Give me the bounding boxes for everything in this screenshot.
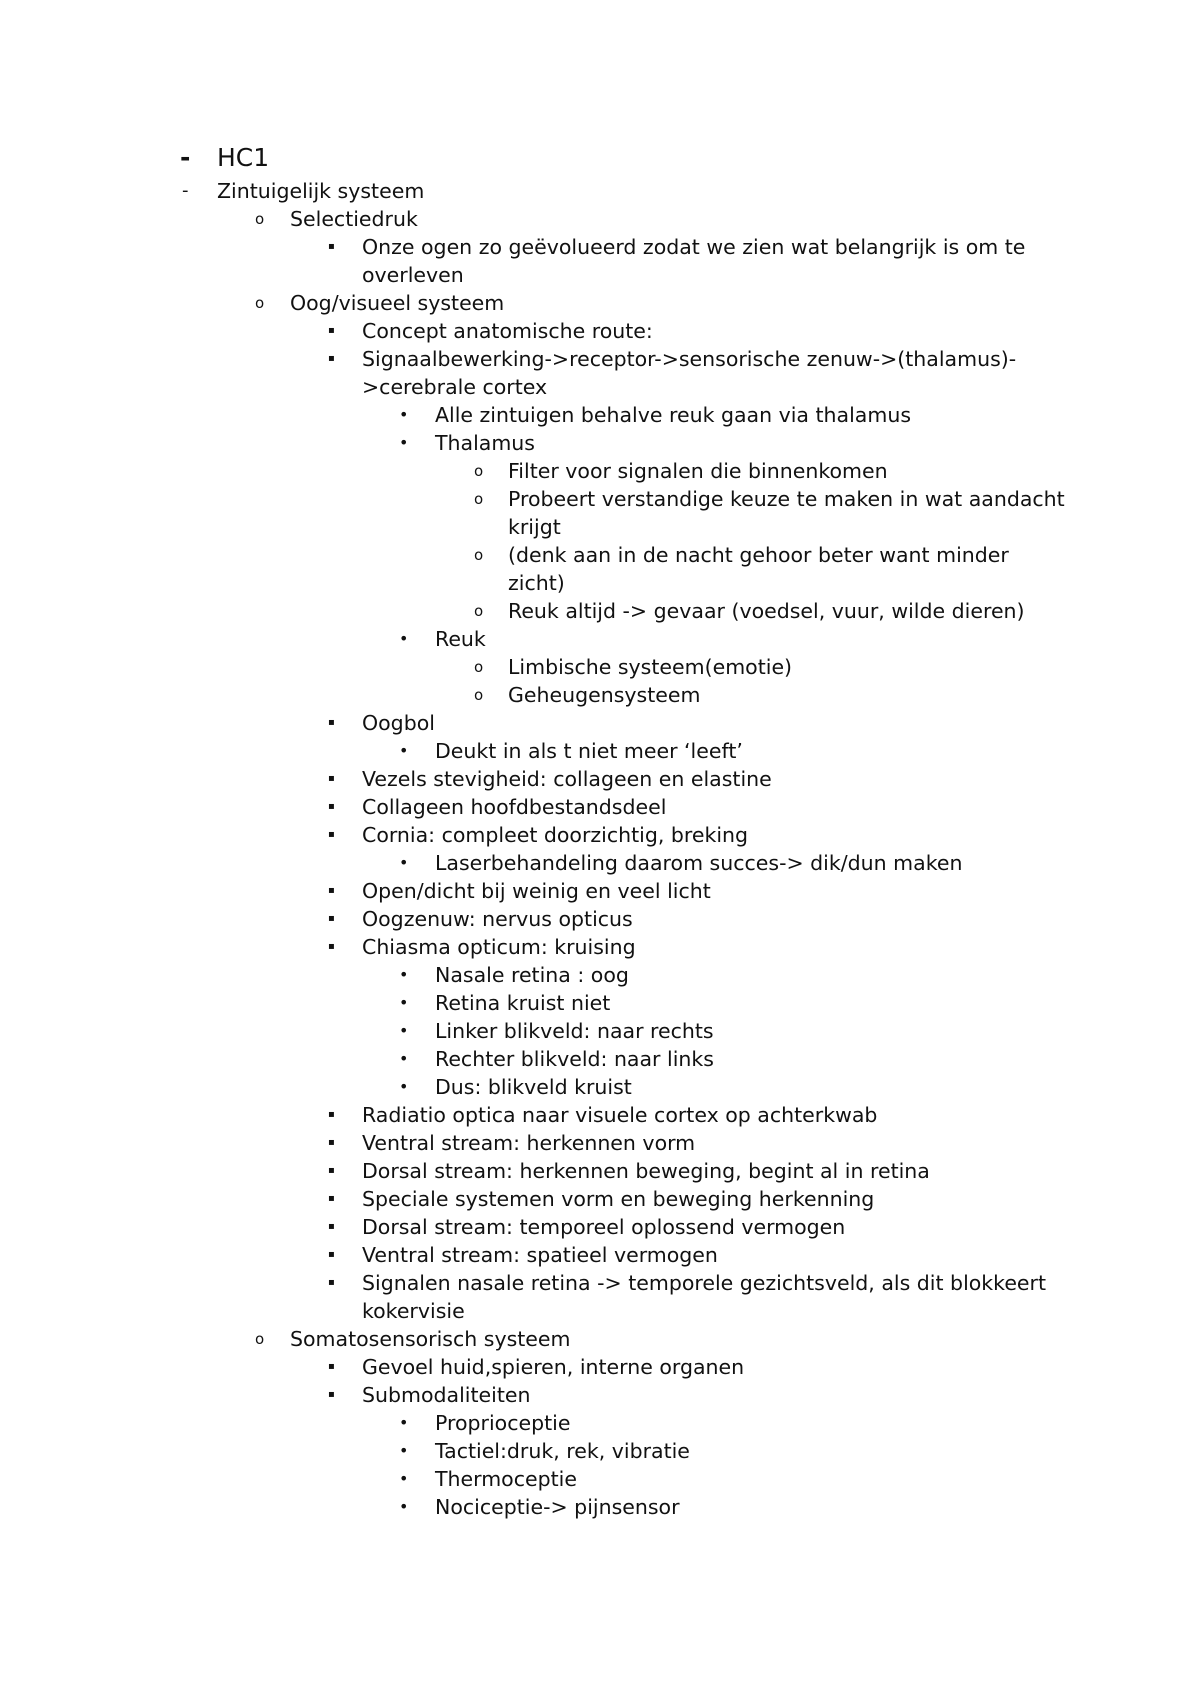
list-marker: • (399, 965, 409, 984)
list-marker: ▪ (328, 325, 335, 336)
list-item-text: Tactiel:druk, rek, vibratie (435, 1439, 690, 1463)
list-marker: ▪ (328, 801, 335, 812)
list-item (0, 289, 1200, 317)
list-item (0, 681, 1200, 709)
list-marker: o (474, 658, 484, 676)
list-marker: • (399, 1469, 409, 1488)
list-item-text: Cornia: compleet doorzichtig, breking (362, 823, 749, 847)
list-marker: ▪ (328, 353, 335, 364)
list-marker: ▪ (328, 941, 335, 952)
list-item (0, 345, 1200, 401)
list-item-text: Collageen hoofdbestandsdeel (362, 795, 667, 819)
list-item (0, 1409, 1200, 1437)
list-item (0, 233, 1200, 289)
list-item (0, 1157, 1200, 1185)
list-item (0, 541, 1200, 597)
list-marker: o (255, 1330, 265, 1348)
list-marker: o (474, 602, 484, 620)
list-item-text: Reuk (435, 627, 486, 651)
list-item (0, 1045, 1200, 1073)
list-marker: ▪ (328, 1109, 335, 1120)
list-item (0, 709, 1200, 737)
list-item-text: Retina kruist niet (435, 991, 611, 1015)
list-item (0, 1213, 1200, 1241)
list-item-text: Dorsal stream: herkennen beweging, begint al in retina (362, 1159, 930, 1183)
list-item-text: Oog/visueel systeem (290, 291, 505, 315)
list-marker: • (399, 1413, 409, 1432)
list-marker: • (399, 629, 409, 648)
list-item-text: Somatosensorisch systeem (290, 1327, 571, 1351)
list-marker: ▪ (328, 1361, 335, 1372)
list-item (0, 1185, 1200, 1213)
list-item (0, 485, 1200, 541)
list-marker: ▪ (328, 913, 335, 924)
list-item (0, 1073, 1200, 1101)
list-marker: ▪ (328, 717, 335, 728)
list-item (0, 317, 1200, 345)
list-marker: • (399, 433, 409, 452)
list-item-text: Radiatio optica naar visuele cortex op achterkwab (362, 1103, 878, 1127)
list-item (0, 877, 1200, 905)
list-item (0, 1241, 1200, 1269)
heading-title: HC1 (217, 143, 270, 172)
list-marker: ▪ (328, 241, 335, 252)
list-marker: • (399, 1077, 409, 1096)
list-marker: o (255, 210, 265, 228)
list-item-text: (denk aan in de nacht gehoor beter want minder zicht) (508, 543, 1009, 595)
list-marker: o (474, 546, 484, 564)
list-item (0, 1353, 1200, 1381)
list-item (0, 905, 1200, 933)
list-item-text: Probeert verstandige keuze te maken in wat aandacht krijgt (508, 487, 1065, 539)
outline-list (0, 177, 1200, 1521)
list-marker: • (399, 1049, 409, 1068)
list-item-text: Rechter blikveld: naar links (435, 1047, 714, 1071)
list-item-text: Gevoel huid,spieren, interne organen (362, 1355, 745, 1379)
list-marker: ▪ (328, 773, 335, 784)
list-marker: ▪ (328, 1137, 335, 1148)
list-item (0, 793, 1200, 821)
list-item (0, 653, 1200, 681)
list-item-text: Geheugensysteem (508, 683, 701, 707)
list-item (0, 765, 1200, 793)
list-marker: ▪ (328, 1165, 335, 1176)
list-marker: ▪ (328, 1277, 335, 1288)
list-item-text: Thermoceptie (435, 1467, 577, 1491)
list-item-text: Ventral stream: herkennen vorm (362, 1131, 696, 1155)
list-item-text: Laserbehandeling daarom succes-> dik/dun maken (435, 851, 963, 875)
list-item (0, 1017, 1200, 1045)
list-marker: o (255, 294, 265, 312)
list-item-text: Alle zintuigen behalve reuk gaan via thalamus (435, 403, 912, 427)
list-marker: o (474, 490, 484, 508)
list-item-text: Dus: blikveld kruist (435, 1075, 632, 1099)
list-marker: ▪ (328, 829, 335, 840)
list-item-text: Oogzenuw: nervus opticus (362, 907, 633, 931)
list-marker: ▪ (328, 1249, 335, 1260)
list-item-text: Signaalbewerking->receptor->sensorische zenuw->(thalamus)->cerebrale cortex (362, 347, 1017, 399)
list-item (0, 1493, 1200, 1521)
list-item-text: Deukt in als t niet meer ‘leeft’ (435, 739, 743, 763)
list-marker: • (399, 1021, 409, 1040)
list-item-text: Concept anatomische route: (362, 319, 653, 343)
list-item (0, 1269, 1200, 1325)
list-item (0, 821, 1200, 849)
list-item-text: Onze ogen zo geëvolueerd zodat we zien wat belangrijk is om te overleven (362, 235, 1026, 287)
list-marker: o (474, 686, 484, 704)
list-item-text: Nasale retina : oog (435, 963, 629, 987)
list-item (0, 737, 1200, 765)
heading-dash-marker: - (180, 143, 191, 172)
list-item (0, 177, 1200, 205)
list-item (0, 989, 1200, 1017)
list-item (0, 1325, 1200, 1353)
list-item (0, 1381, 1200, 1409)
list-item-text: Oogbol (362, 711, 435, 735)
list-marker: • (399, 993, 409, 1012)
list-item (0, 961, 1200, 989)
list-item (0, 1465, 1200, 1493)
list-item (0, 597, 1200, 625)
list-item (0, 205, 1200, 233)
list-item (0, 625, 1200, 653)
list-item (0, 849, 1200, 877)
list-marker: • (399, 741, 409, 760)
list-marker: - (182, 180, 189, 201)
list-marker: • (399, 1497, 409, 1516)
list-item-text: Dorsal stream: temporeel oplossend vermogen (362, 1215, 846, 1239)
list-item-text: Proprioceptie (435, 1411, 571, 1435)
list-item-text: Reuk altijd -> gevaar (voedsel, vuur, wilde dieren) (508, 599, 1025, 623)
list-item (0, 1101, 1200, 1129)
list-item-text: Zintuigelijk systeem (217, 179, 425, 203)
list-item-text: Submodaliteiten (362, 1383, 531, 1407)
list-marker: • (399, 405, 409, 424)
list-marker: ▪ (328, 1221, 335, 1232)
list-item-text: Linker blikveld: naar rechts (435, 1019, 714, 1043)
list-item-text: Speciale systemen vorm en beweging herkenning (362, 1187, 875, 1211)
list-item-text: Vezels stevigheid: collageen en elastine (362, 767, 772, 791)
list-marker: o (474, 462, 484, 480)
list-item (0, 1129, 1200, 1157)
list-marker: ▪ (328, 885, 335, 896)
list-item-text: Open/dicht bij weinig en veel licht (362, 879, 711, 903)
list-item-text: Limbische systeem(emotie) (508, 655, 793, 679)
list-marker: • (399, 853, 409, 872)
list-item-text: Filter voor signalen die binnenkomen (508, 459, 888, 483)
list-item (0, 457, 1200, 485)
list-item-text: Signalen nasale retina -> temporele gezichtsveld, als dit blokkeert kokervisie (362, 1271, 1047, 1323)
list-item-text: Selectiedruk (290, 207, 418, 231)
list-item (0, 1437, 1200, 1465)
list-marker: • (399, 1441, 409, 1460)
list-item (0, 933, 1200, 961)
list-marker: ▪ (328, 1389, 335, 1400)
list-item-text: Thalamus (435, 431, 535, 455)
list-marker: ▪ (328, 1193, 335, 1204)
list-item-text: Nociceptie-> pijnsensor (435, 1495, 680, 1519)
list-item (0, 429, 1200, 457)
list-item-text: Chiasma opticum: kruising (362, 935, 636, 959)
list-item (0, 401, 1200, 429)
list-item-text: Ventral stream: spatieel vermogen (362, 1243, 718, 1267)
